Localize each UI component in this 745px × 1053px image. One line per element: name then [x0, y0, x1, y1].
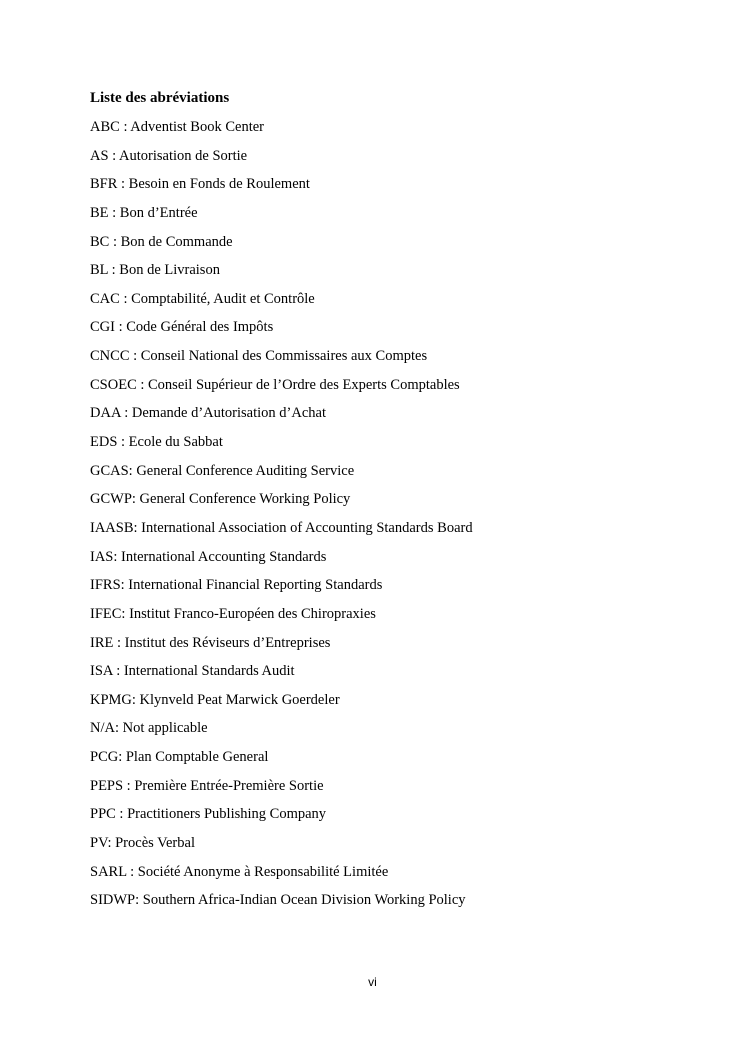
abbreviation-entry: PEPS : Première Entrée-Première Sortie [90, 777, 324, 794]
section-heading: Liste des abréviations [90, 90, 230, 106]
abbreviations-section [90, 88, 690, 919]
abbreviation-entry: CGI : Code Général des Impôts [90, 319, 274, 336]
abbreviation-entry: PCG: Plan Comptable General [90, 749, 269, 766]
abbreviation-entry: IFRS: International Financial Reporting Standards [90, 577, 383, 594]
abbreviation-entry: CAC : Comptabilité, Audit et Contrôle [90, 290, 315, 307]
abbreviation-entry: DAA : Demande d’Autorisation d’Achat [90, 405, 326, 422]
abbreviation-entry: BFR : Besoin en Fonds de Roulement [90, 176, 310, 193]
abbreviation-entry: BC : Bon de Commande [90, 233, 233, 250]
page-number: vi [368, 975, 377, 989]
abbreviation-entry: CSOEC : Conseil Supérieur de l’Ordre des Experts Comptables [90, 376, 460, 393]
abbreviation-entry: IFEC: Institut Franco-Européen des Chiropraxies [90, 605, 376, 622]
abbreviation-entry: PV: Procès Verbal [90, 835, 195, 852]
abbreviation-entry: N/A: Not applicable [90, 720, 208, 737]
abbreviation-entry: GCAS: General Conference Auditing Service [90, 462, 355, 479]
abbreviation-entry: CNCC : Conseil National des Commissaires aux Comptes [90, 348, 428, 365]
abbreviation-entry: EDS : Ecole du Sabbat [90, 434, 223, 451]
abbreviation-entry: KPMG: Klynveld Peat Marwick Goerdeler [90, 691, 340, 708]
abbreviation-entry: IAASB: International Association of Accounting Standards Board [90, 519, 473, 536]
abbreviation-entry: BL : Bon de Livraison [90, 262, 220, 279]
abbreviation-entry: ABC : Adventist Book Center [90, 119, 264, 135]
abbreviation-entry: SARL : Société Anonyme à Responsabilité Limitée [90, 863, 389, 880]
abbreviation-entry: IAS: International Accounting Standards [90, 548, 327, 565]
abbreviation-entry: ISA : International Standards Audit [90, 663, 295, 680]
abbreviation-entry: IRE : Institut des Réviseurs d’Entreprises [90, 634, 331, 651]
abbreviation-entry: AS : Autorisation de Sortie [90, 147, 248, 164]
abbreviation-entry: BE : Bon d’Entrée [90, 204, 198, 221]
abbreviation-entry: SIDWP: Southern Africa-Indian Ocean Division Working Policy [90, 892, 466, 909]
abbreviation-entry: PPC : Practitioners Publishing Company [90, 806, 327, 823]
abbreviation-entry: GCWP: General Conference Working Policy [90, 491, 351, 508]
abbreviation-list [90, 117, 690, 910]
